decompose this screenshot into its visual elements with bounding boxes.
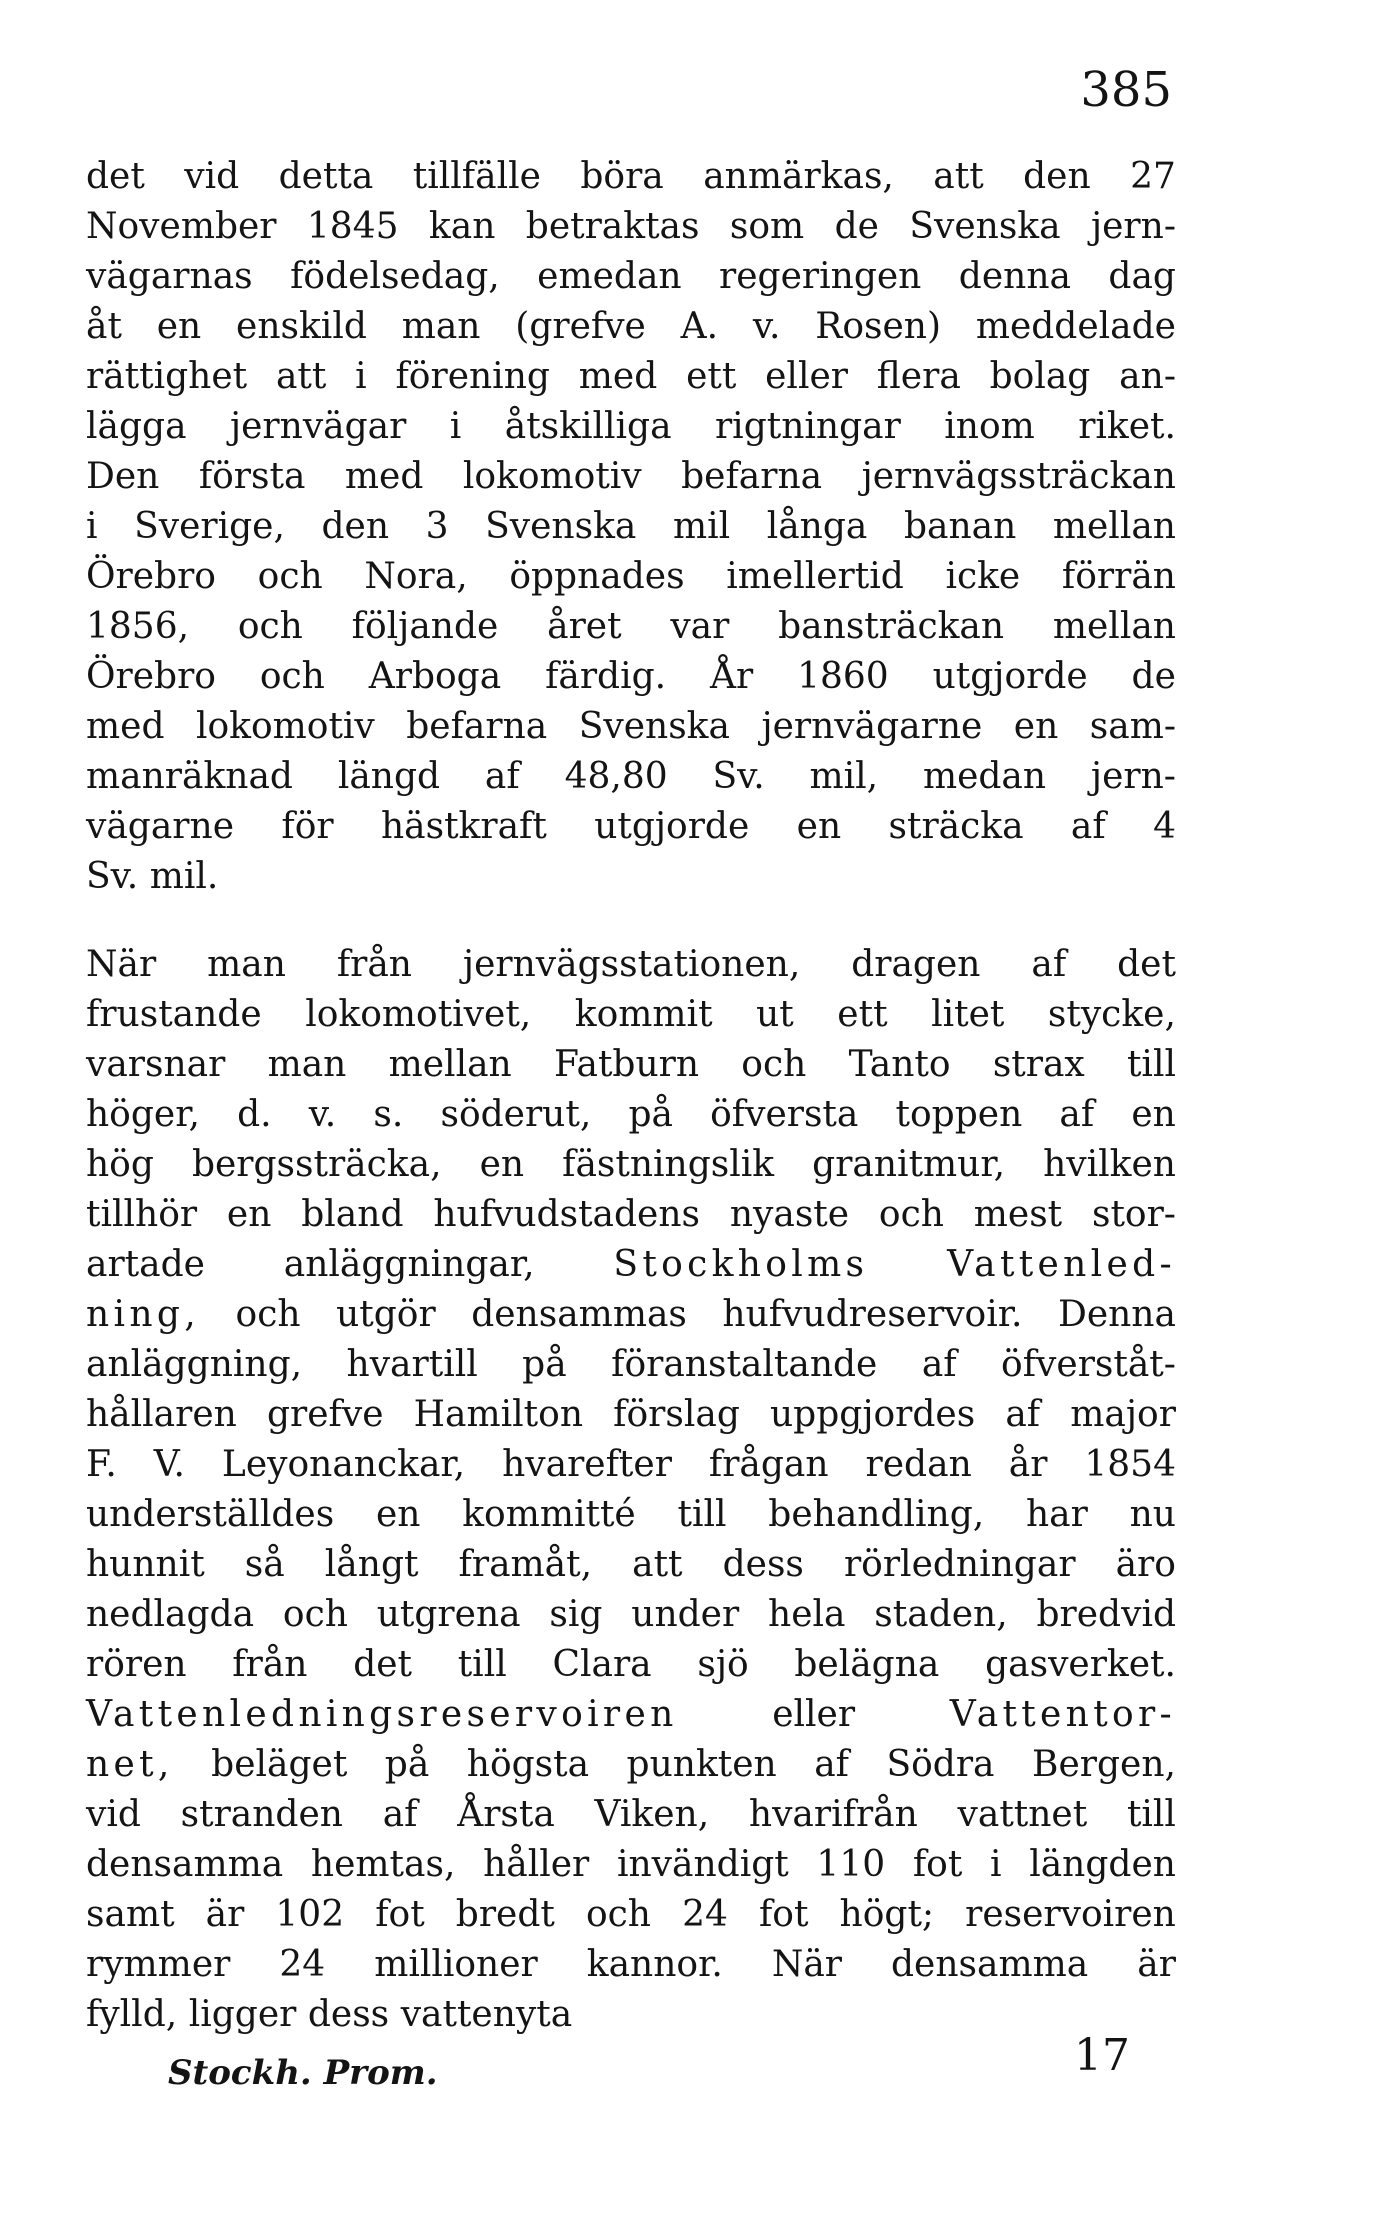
text-line: fylld, ligger dess vattenyta bbox=[86, 1994, 573, 2035]
text-line: hållaren grefve Hamilton förslag uppgjordes af major bbox=[86, 1394, 1176, 1435]
text-line: När man från jernvägsstationen, dragen af det bbox=[86, 944, 1176, 985]
text-line: vägarnas födelsedag, emedan regeringen denna dag bbox=[86, 256, 1176, 297]
text-line: ning, och utgör densammas hufvudreservoir. Denna bbox=[86, 1294, 1176, 1335]
text-line: Sv. mil. bbox=[86, 856, 219, 897]
text-line: rören från det till Clara sjö belägna gasverket. bbox=[86, 1644, 1176, 1685]
text-line: lägga jernvägar i åtskilliga rigtningar inom riket. bbox=[86, 406, 1176, 447]
text-line: samt är 102 fot bredt och 24 fot högt; reservoiren bbox=[86, 1894, 1176, 1935]
text-line: manräknad längd af 48,80 Sv. mil, medan jern- bbox=[86, 756, 1176, 797]
text-line: med lokomotiv befarna Svenska jernvägarne en sam- bbox=[86, 706, 1176, 747]
paragraph bbox=[86, 152, 1176, 902]
text-line: tillhör en bland hufvudstadens nyaste och mest stor- bbox=[86, 1194, 1176, 1235]
text-line: F. V. Leyonanckar, hvarefter frågan redan år 1854 bbox=[86, 1444, 1176, 1485]
text-line: vägarne för hästkraft utgjorde en sträcka af 4 bbox=[86, 806, 1176, 847]
text-line: åt en enskild man (grefve A. v. Rosen) meddelade bbox=[86, 306, 1176, 347]
text-line: artade anläggningar, Stockholms Vattenled- bbox=[86, 1244, 1176, 1285]
text-line: det vid detta tillfälle böra anmärkas, att den 27 bbox=[86, 156, 1176, 197]
page-number: 385 bbox=[1080, 62, 1172, 118]
text-line: Vattenledningsreservoiren eller Vattentor- bbox=[86, 1694, 1176, 1735]
text-line: vid stranden af Årsta Viken, hvarifrån vattnet till bbox=[86, 1794, 1176, 1835]
text-line: Örebro och Arboga färdig. År 1860 utgjorde de bbox=[86, 656, 1176, 697]
text-line: Den första med lokomotiv befarna jernvägssträckan bbox=[86, 456, 1176, 497]
footer-sheet-number: 17 bbox=[1074, 2030, 1130, 2081]
text-line: hög bergssträcka, en fästningslik granitmur, hvilken bbox=[86, 1144, 1176, 1185]
text-line: höger, d. v. s. söderut, på öfversta toppen af en bbox=[86, 1094, 1176, 1135]
text-line: frustande lokomotivet, kommit ut ett litet stycke, bbox=[86, 994, 1176, 1035]
paragraph-break bbox=[86, 902, 1176, 940]
text-line: 1856, och följande året var bansträckan mellan bbox=[86, 606, 1176, 647]
text-line: anläggning, hvartill på föranstaltande af öfverståt- bbox=[86, 1344, 1176, 1385]
text-line: varsnar man mellan Fatburn och Tanto strax till bbox=[86, 1044, 1176, 1085]
text-line: densamma hemtas, håller invändigt 110 fot i längden bbox=[86, 1844, 1176, 1885]
text-line: hunnit så långt framåt, att dess rörledningar äro bbox=[86, 1544, 1176, 1585]
text-line: underställdes en kommitté till behandling, har nu bbox=[86, 1494, 1176, 1535]
text-line: November 1845 kan betraktas som de Svenska jern- bbox=[86, 206, 1176, 247]
text-line: rättighet att i förening med ett eller flera bolag an- bbox=[86, 356, 1176, 397]
text-line: i Sverige, den 3 Svenska mil långa banan mellan bbox=[86, 506, 1176, 547]
paragraph bbox=[86, 940, 1176, 2040]
body-text bbox=[86, 152, 1176, 2040]
text-line: nedlagda och utgrena sig under hela staden, bredvid bbox=[86, 1594, 1176, 1635]
text-line: net, beläget på högsta punkten af Södra Bergen, bbox=[86, 1744, 1176, 1785]
footer-signature: Stockh. Prom. bbox=[168, 2053, 438, 2093]
text-line: rymmer 24 millioner kannor. När densamma är bbox=[86, 1944, 1176, 1985]
text-line: Örebro och Nora, öppnades imellertid icke förrän bbox=[86, 556, 1176, 597]
